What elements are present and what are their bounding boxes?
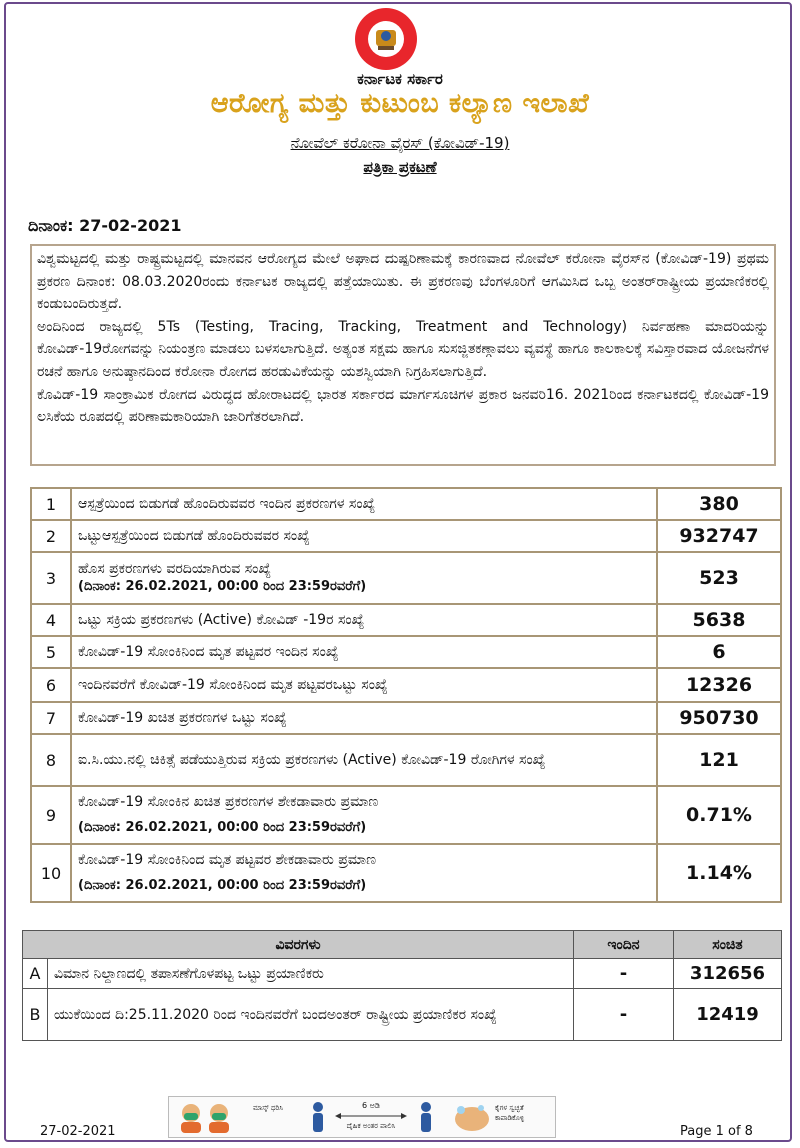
distance-value: 6 ಅಡಿ — [362, 1101, 380, 1110]
row-date-note: (ದಿನಾಂಕ: 26.02.2021, 00:00 ರಿಂದ 23:59ರವರೆಗೆ) — [78, 878, 367, 893]
row-description: ಒಟ್ಟುಆಸ್ಪತ್ರೆಯಿಂದ ಬಿಡುಗಡೆ ಹೊಂದಿರುವವರ ಸಂಖ್ಯೆ — [71, 520, 657, 552]
row-description: ಕೋವಿಡ್-19 ಸೋಂಕಿನಿಂದ ಮೃತ ಪಟ್ಟವರ ಇಂದಿನ ಸಂಖ್ಯೆ — [71, 636, 657, 668]
hand-wash-icon — [451, 1101, 493, 1133]
row-code: B — [23, 989, 48, 1041]
row-value: 0.71% — [657, 786, 781, 844]
distance-caption: ದೈಹಿಕ ಅಂತರ ಪಾಲಿಸಿ — [346, 1122, 396, 1130]
row-number: 4 — [31, 604, 71, 636]
row-today: - — [574, 959, 674, 989]
distance-arrow-icon — [335, 1112, 407, 1120]
table-row — [31, 844, 781, 902]
row-description: ವಿಮಾನ ನಿಲ್ದಾಣದಲ್ಲಿ ತಪಾಸಣೆಗೊಳಪಟ್ಟ ಒಟ್ಟು ಪ್ರಯಾಣಿಕರು — [48, 959, 574, 989]
table-row — [31, 520, 781, 552]
intro-paragraph: ಕೊವಿಡ್-19 ಸಾಂಕ್ರಾಮಿಕ ರೋಗದ ವಿರುದ್ಧದ ಹೋರಾಟದಲ್ಲಿ ಭಾರತ ಸರ್ಕಾರದ ಮಾರ್ಗಸೂಚಿಗಳ ಪ್ರಕಾರ ಜನವರಿ16. 2021ರಿಂದ ಕರ್ನಾಟಕದಲ್ಲಿ ಕೋವಿಡ್-19 ಲಸಿಕೆಯ ರೂಪದಲ್ಲಿ ಪರಿಣಾಮಕಾರಿಯಾಗಿ ಜಾರಿಗೆತರಲಾಗಿದೆ. — [37, 386, 769, 426]
row-value: 121 — [657, 734, 781, 786]
table-row — [31, 734, 781, 786]
table-row — [23, 989, 782, 1041]
covid-stats-table — [30, 487, 782, 903]
intro-paragraph: ಅಂದಿನಿಂದ ರಾಜ್ಯದಲ್ಲಿ 5Ts (Testing, Tracing, Tracking, Treatment and Technology) ನಿರ್ವಹಣಾ ಮಾದರಿಯನ್ನು ಕೋವಿಡ್-19ರೋಗವನ್ನು ನಿಯಂತ್ರಣ ಮಾಡಲು ಬಳಸಲಾಗುತ್ತಿದೆ. ಅತ್ಯಂತ ಸಕ್ಷಮ ಹಾಗೂ ಸುಸಜ್ಜಿತಕಣ್ಗಾವಲು ವ್ಯವಸ್ಥೆ ಹಾಗೂ ಕಾಲಕಾಲಕ್ಕೆ ಸವಿಸ್ತಾರವಾದ ಯೋಜನೆಗಳ ರಚನೆ ಹಾಗೂ ಅನುಷ್ಠಾನದಿಂದ ಕರೋನಾ ರೋಗದ ಹರಡುವಿಕೆಯನ್ನು ಯಶಸ್ವಿಯಾಗಿ ನಿಗ್ರಹಿಸಲಾಗುತ್ತಿದೆ. — [37, 318, 769, 380]
department-title: ಆರೋಗ್ಯ ಮತ್ತು ಕುಟುಂಬ ಕಲ್ಯಾಣ ಇಲಾಖೆ — [210, 88, 590, 119]
row-description: ಆಸ್ಪತ್ರೆಯಿಂದ ಬಿಡುಗಡೆ ಹೊಂದಿರುವವರ ಇಂದಿನ ಪ್ರಕರಣಗಳ ಸಂಖ್ಯೆ — [71, 488, 657, 520]
table-row — [31, 488, 781, 520]
mask-people-icon — [175, 1101, 247, 1133]
header-today: ಇಂದಿನ — [574, 931, 674, 959]
row-description-text: ಕೋವಿಡ್-19 ಸೋಂಕಿನ ಖಚಿತ ಪ್ರಕರಣಗಳ ಶೇಕಡಾವಾರು ಪ್ರಮಾಣ — [78, 794, 379, 810]
row-value: 5638 — [657, 604, 781, 636]
table-row — [31, 636, 781, 668]
row-value: 932747 — [657, 520, 781, 552]
row-description: ಯುಕೆಯಿಂದ ದಿ:25.11.2020 ರಿಂದ ಇಂದಿನವರೆಗೆ ಬಂದಅಂತರ್ ರಾಷ್ಟ್ರೀಯ ಪ್ರಯಾಣಿಕರ ಸಂಖ್ಯೆ — [48, 989, 574, 1041]
row-number: 1 — [31, 488, 71, 520]
row-description-text: ಕೋವಿಡ್-19 ಸೋಂಕಿನಿಂದ ಮೃತ ಪಟ್ಟವರ ಶೇಕಡಾವಾರು ಪ್ರಮಾಣ — [78, 852, 377, 868]
row-value: 380 — [657, 488, 781, 520]
footer-date: 27-02-2021 — [40, 1124, 116, 1139]
row-today: - — [574, 989, 674, 1041]
row-date-note: (ದಿನಾಂಕ: 26.02.2021, 00:00 ರಿಂದ 23:59ರವರೆಗೆ) — [78, 820, 367, 835]
row-description: ಐ.ಸಿ.ಯು.ನಲ್ಲಿ ಚಿಕಿತ್ಸೆ ಪಡೆಯುತ್ತಿರುವ ಸಕ್ರಿಯ ಪ್ರಕರಣಗಳು (Active) ಕೋವಿಡ್-19 ರೋಗಿಗಳ ಸಂಖ್ಯೆ — [71, 734, 657, 786]
row-description — [71, 844, 657, 902]
header-cumulative: ಸಂಚಿತ — [674, 931, 782, 959]
row-value: 6 — [657, 636, 781, 668]
row-number: 10 — [31, 844, 71, 902]
table-row — [31, 702, 781, 734]
table-row — [31, 786, 781, 844]
row-description — [71, 786, 657, 844]
hand-wash-caption: ಕೈಗಳ ಸ್ವಚ್ಛತೆ ಕಾಪಾಡಿಕೊಳ್ಳಿ — [495, 1104, 525, 1122]
row-description: ಒಟ್ಟು ಸಕ್ರಿಯ ಪ್ರಕರಣಗಳು (Active) ಕೋವಿಡ್ -19ರ ಸಂಖ್ಯೆ — [71, 604, 657, 636]
table-row — [31, 604, 781, 636]
government-name: ಕರ್ನಾಟಕ ಸರ್ಕಾರ — [357, 70, 443, 88]
row-value: 12326 — [657, 668, 781, 702]
table-row — [31, 552, 781, 604]
table-row — [31, 668, 781, 702]
person-icon — [307, 1101, 329, 1133]
intro-box — [30, 244, 776, 466]
covid-safety-banner — [168, 1096, 556, 1138]
page-number: Page 1 of 8 — [680, 1124, 753, 1139]
intro-paragraph: ವಿಶ್ವಮಟ್ಟದಲ್ಲಿ ಮತ್ತು ರಾಷ್ಟ್ರಮಟ್ಟದಲ್ಲಿ ಮಾನವನ ಆರೋಗ್ಯದ ಮೇಲೆ ಅಘಾದ ದುಷ್ಪರಿಣಾಮಕ್ಕೆ ಕಾರಣವಾದ ನೋವೆಲ್ ಕರೋನಾ ವೈರಸ್‌ನ (ಕೋವಿಡ್-19) ಪ್ರಥಮ ಪ್ರಕರಣ ದಿನಾಂಕ: 08.03.2020ರಂದು ಕರ್ನಾಟಕ ರಾಜ್ಯದಲ್ಲಿ ಪತ್ತೆಯಾಯಿತು. ಈ ಪ್ರಕರಣವು ಬೆಂಗಳೂರಿಗೆ ಆಗಮಿಸಿದ ಒಬ್ಬ ಅಂತರ್‌ರಾಷ್ಟ್ರೀಯ ಪ್ರಯಾಣಿಕರಲ್ಲಿ ಕಂಡುಬಂದಿರುತ್ತದೆ. — [37, 251, 769, 313]
mask-caption: ಮಾಸ್ಕ್ ಧರಿಸಿ — [253, 1104, 283, 1112]
row-value: 523 — [657, 552, 781, 604]
row-description: ಇಂದಿನವರೆಗೆ ಕೋವಿಡ್-19 ಸೋಂಕಿನಿಂದ ಮೃತ ಪಟ್ಟವರಒಟ್ಟು ಸಂಖ್ಯೆ — [71, 668, 657, 702]
row-value: 950730 — [657, 702, 781, 734]
table-row — [23, 959, 782, 989]
row-code: A — [23, 959, 48, 989]
row-number: 7 — [31, 702, 71, 734]
karnataka-emblem-icon — [345, 6, 427, 72]
header-details: ವಿವರಗಳು — [23, 931, 574, 959]
row-number: 6 — [31, 668, 71, 702]
row-number: 3 — [31, 552, 71, 604]
row-cumulative: 12419 — [674, 989, 782, 1041]
row-cumulative: 312656 — [674, 959, 782, 989]
row-value: 1.14% — [657, 844, 781, 902]
row-date-note: (ದಿನಾಂಕ: 26.02.2021, 00:00 ರಿಂದ 23:59ರವರೆಗೆ) — [78, 579, 367, 594]
travel-screening-table — [22, 930, 782, 1041]
row-description — [71, 552, 657, 604]
row-number: 2 — [31, 520, 71, 552]
row-description: ಕೋವಿಡ್-19 ಖಚಿತ ಪ್ರಕರಣಗಳ ಒಟ್ಟು ಸಂಖ್ಯೆ — [71, 702, 657, 734]
person-icon — [415, 1101, 437, 1133]
release-date: ದಿನಾಂಕ: 27-02-2021 — [28, 216, 182, 235]
row-number: 5 — [31, 636, 71, 668]
row-number: 8 — [31, 734, 71, 786]
row-description-text: ಹೊಸ ಪ್ರಕರಣಗಳು ವರದಿಯಾಗಿರುವ ಸಂಖ್ಯೆ — [78, 561, 272, 577]
subtitle: ನೋವೆಲ್ ಕರೋನಾ ವೈರಸ್ (ಕೋವಿಡ್-19) — [290, 134, 510, 152]
table-header-row — [23, 931, 782, 959]
press-release-heading: ಪತ್ರಿಕಾ ಪ್ರಕಟಣೆ — [363, 158, 437, 176]
row-number: 9 — [31, 786, 71, 844]
